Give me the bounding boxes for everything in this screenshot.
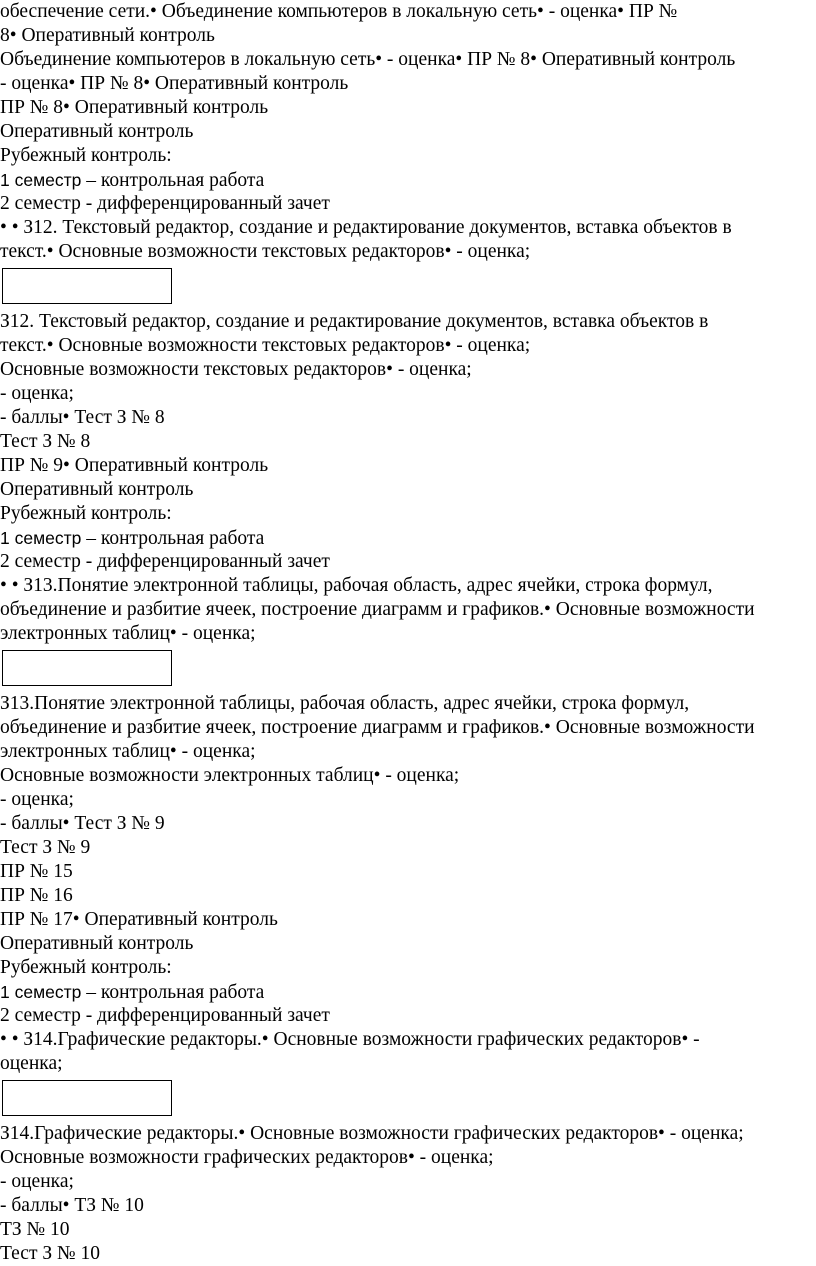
semester-label: 1 семестр [0, 528, 82, 548]
text-line: Объединение компьютеров в локальную сеть• - оценка• ПР № 8• Оперативный контроль [0, 49, 736, 70]
text-line: Основные возможности электронных таблиц• - оценка; [0, 765, 460, 786]
semester-text: – контрольная работа [81, 982, 265, 1003]
text-line: ПР № 15 [0, 861, 73, 882]
text-line: Основные возможности текстовых редакторов• - оценка; [0, 359, 472, 380]
text-line: Тест З № 8 [0, 431, 91, 452]
text-line: - оценка; [0, 789, 74, 810]
text-line: З12. Текстовый редактор, создание и редактирование документов, вставка объектов в [0, 311, 709, 332]
text-line: электронных таблиц• - оценка; [0, 623, 256, 644]
empty-image-box [2, 650, 172, 686]
text-line: • • З12. Текстовый редактор, создание и редактирование документов, вставка объектов в [0, 217, 732, 238]
text-line: Рубежный контроль: [0, 503, 172, 524]
text-line: - баллы• ТЗ № 10 [0, 1195, 144, 1216]
semester-line [0, 168, 816, 192]
semester-line [0, 526, 816, 550]
text-line: Тест З № 9 [0, 837, 91, 858]
text-line: Оперативный контроль [0, 121, 194, 142]
text-line: Оперативный контроль [0, 933, 194, 954]
empty-image-box [2, 1080, 172, 1116]
text-line: объединение и разбитие ячеек, построение диаграмм и графиков.• Основные возможности [0, 599, 755, 620]
semester-text: – контрольная работа [81, 528, 265, 549]
text-line: - оценка• ПР № 8• Оперативный контроль [0, 73, 349, 94]
text-line: З14.Графические редакторы.• Основные возможности графических редакторов• - оценка; [0, 1123, 744, 1144]
text-line: 2 семестр - дифференцированный зачет [0, 1005, 330, 1026]
text-line: - оценка; [0, 383, 74, 404]
text-line: объединение и разбитие ячеек, построение диаграмм и графиков.• Основные возможности [0, 717, 755, 738]
text-line: Основные возможности графических редакторов• - оценка; [0, 1147, 494, 1168]
text-line: - баллы• Тест З № 9 [0, 813, 165, 834]
text-line: оценка; [0, 1053, 63, 1074]
text-line: ПР № 9• Оперативный контроль [0, 455, 269, 476]
semester-text: – контрольная работа [81, 170, 265, 191]
text-line: • • З14.Графические редакторы.• Основные возможности графических редакторов• - [0, 1029, 700, 1050]
text-line: 2 семестр - дифференцированный зачет [0, 551, 330, 572]
text-line: обеспечение сети.• Объединение компьютеров в локальную сеть• - оценка• ПР № [0, 1, 678, 22]
text-line: электронных таблиц• - оценка; [0, 741, 256, 762]
text-line: З13.Понятие электронной таблицы, рабочая область, адрес ячейки, строка формул, [0, 693, 690, 714]
text-line: ПР № 16 [0, 885, 73, 906]
text-line: Тест З № 10 [0, 1243, 100, 1264]
text-line: 2 семестр - дифференцированный зачет [0, 193, 330, 214]
semester-label: 1 семестр [0, 982, 82, 1002]
text-line: 8• Оперативный контроль [0, 25, 215, 46]
text-line: ТЗ № 10 [0, 1219, 70, 1240]
semester-line [0, 980, 816, 1004]
text-line: • • З13.Понятие электронной таблицы, рабочая область, адрес ячейки, строка формул, [0, 575, 713, 596]
text-line: - оценка; [0, 1171, 74, 1192]
text-line: текст.• Основные возможности текстовых редакторов• - оценка; [0, 241, 531, 262]
text-line: ПР № 8• Оперативный контроль [0, 97, 269, 118]
semester-label: 1 семестр [0, 170, 82, 190]
text-line: Рубежный контроль: [0, 957, 172, 978]
text-line: - баллы• Тест З № 8 [0, 407, 165, 428]
empty-image-box [2, 268, 172, 304]
text-line: текст.• Основные возможности текстовых редакторов• - оценка; [0, 335, 531, 356]
text-line: Рубежный контроль: [0, 145, 172, 166]
text-line: Оперативный контроль [0, 479, 194, 500]
text-line: ПР № 17• Оперативный контроль [0, 909, 278, 930]
